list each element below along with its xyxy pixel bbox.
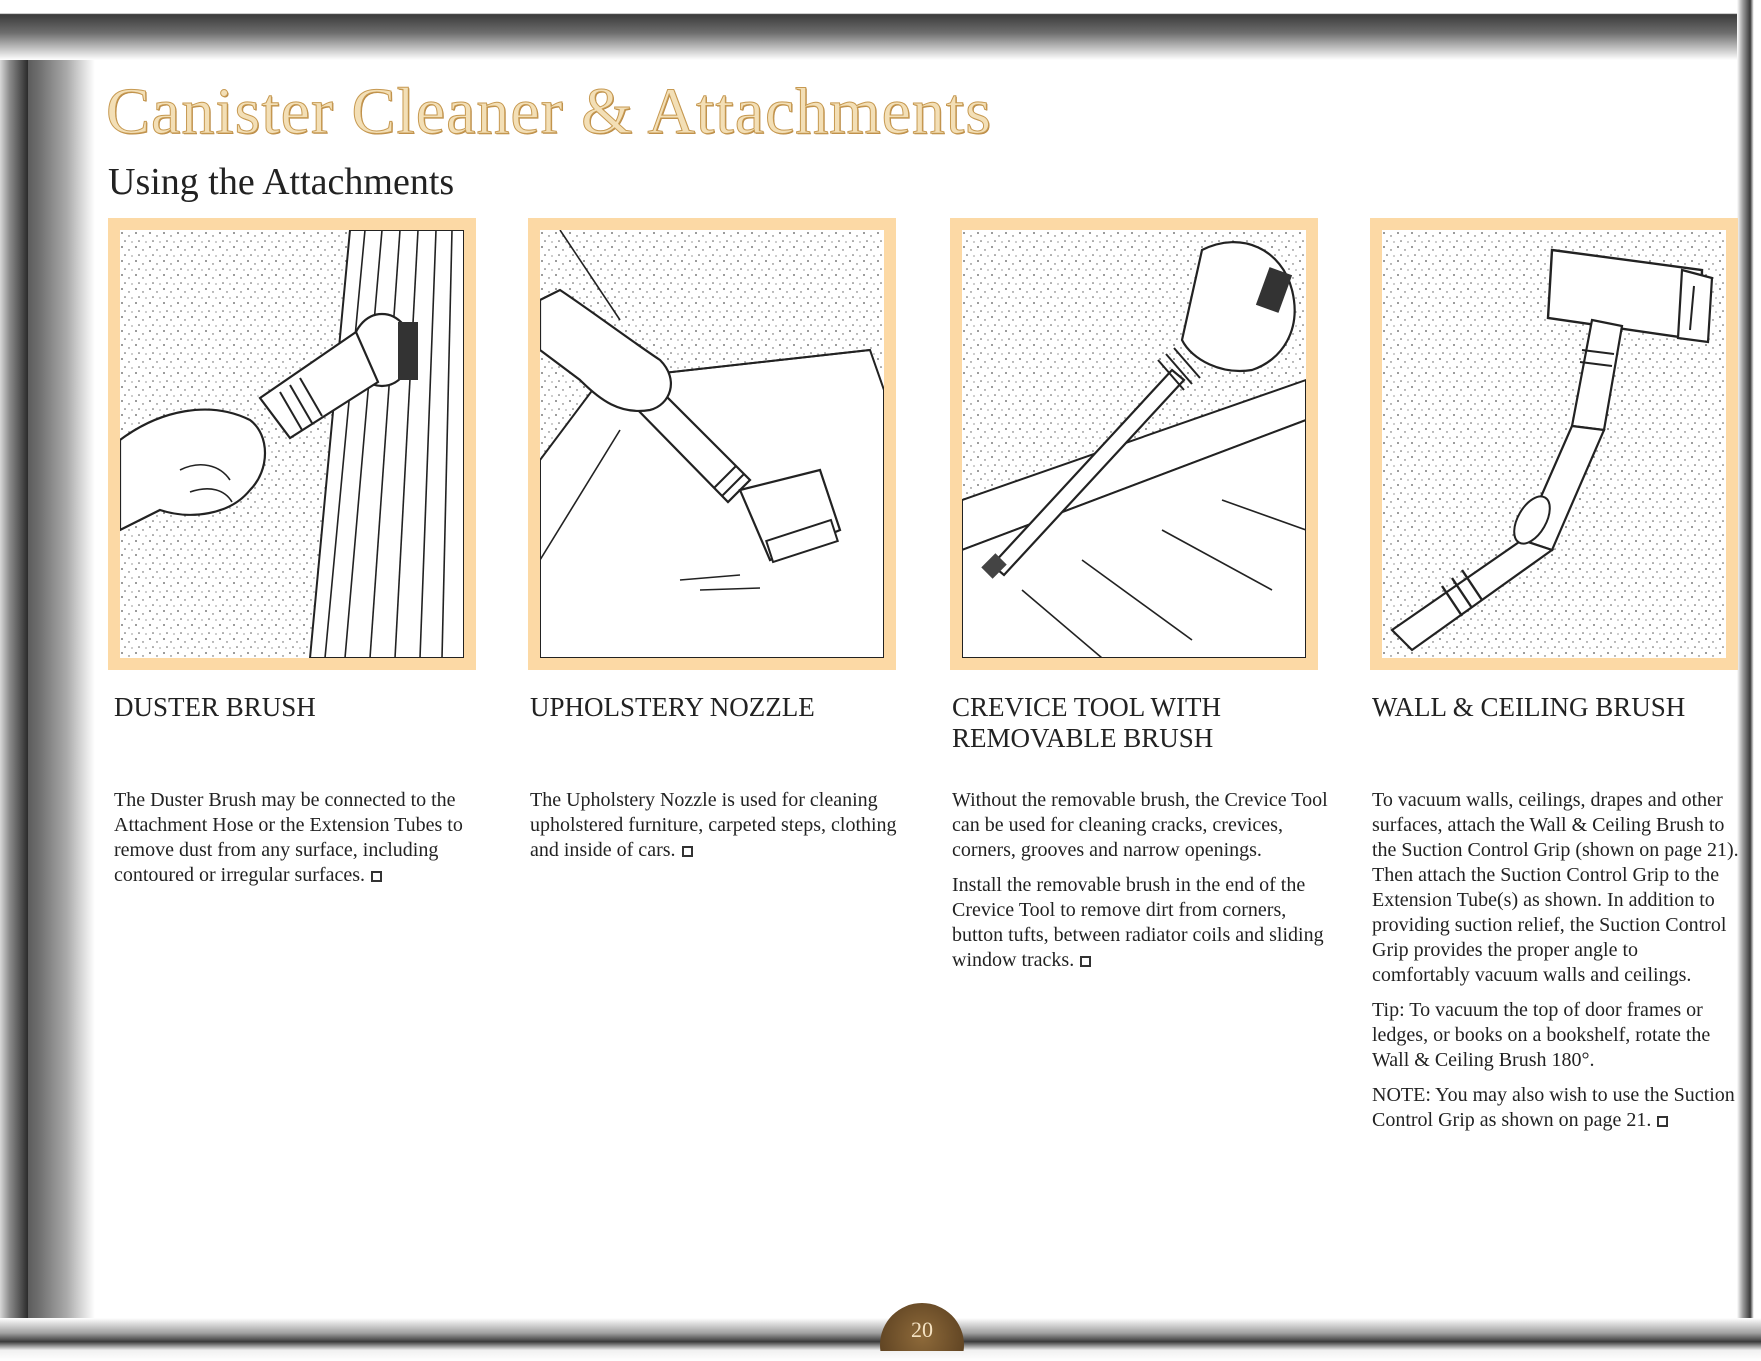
wall-ceiling-brush-tip: Tip: To vacuum the top of door frames or ledges, or books on a bookshelf, rotate the Wall & Ceiling Brush 180°. bbox=[1372, 999, 1711, 1071]
page-title: Canister Cleaner & Attachments bbox=[106, 75, 992, 148]
wall-ceiling-brush-description bbox=[1372, 788, 1740, 1143]
crevice-tool-heading: CREVICE TOOL WITH REMOVABLE BRUSH bbox=[952, 692, 1221, 753]
upholstery-nozzle-text: The Upholstery Nozzle is used for cleaning upholstered furniture, carpeted steps, clothing and inside of cars. bbox=[530, 789, 897, 861]
wall-ceiling-brush-paragraph: To vacuum walls, ceilings, drapes and other surfaces, attach the Wall & Ceiling Brush to the Suction Control Grip (shown on page 21). Then attach the Suction Control Grip to the Extension Tube(s) as shown. In addition to providing suction relief, the Suction Control Grip provides the proper angle to comfortably vacuum walls and ceilings. bbox=[1372, 789, 1739, 986]
duster-brush-text: The Duster Brush may be connected to the Attachment Hose or the Extension Tubes to remove dust from any surface, including contoured or irregular surfaces. bbox=[114, 789, 463, 886]
end-of-section-box-icon bbox=[371, 871, 382, 882]
crevice-tool-illustration bbox=[950, 218, 1318, 670]
duster-brush-drawing bbox=[120, 230, 464, 658]
end-of-section-box-icon bbox=[682, 846, 693, 857]
upholstery-nozzle-description bbox=[530, 788, 905, 873]
duster-brush-description bbox=[114, 788, 489, 898]
page-top-edge bbox=[0, 0, 1761, 60]
crevice-tool-brush-text: Install the removable brush in the end of the Crevice Tool to remove dirt from corners, button tufts, between radiator coils and sliding window tracks. bbox=[952, 874, 1324, 971]
page-number-tab bbox=[880, 1303, 964, 1351]
page-number: 20 bbox=[911, 1317, 933, 1342]
crevice-tool-paragraph: Without the removable brush, the Crevice Tool can be used for cleaning cracks, crevices, corners, grooves and narrow openings. bbox=[952, 789, 1328, 861]
end-of-section-box-icon bbox=[1657, 1116, 1668, 1127]
book-spine-edge bbox=[0, 0, 28, 1361]
end-of-section-box-icon bbox=[1080, 956, 1091, 967]
wall-ceiling-brush-illustration bbox=[1370, 218, 1738, 670]
wall-ceiling-brush-heading: WALL & CEILING BRUSH bbox=[1372, 692, 1686, 722]
wall-ceiling-brush-note: NOTE: You may also wish to use the Suction Control Grip as shown on page 21. bbox=[1372, 1084, 1735, 1131]
page-right-edge bbox=[1737, 0, 1761, 1361]
upholstery-nozzle-heading: UPHOLSTERY NOZZLE bbox=[530, 692, 815, 722]
crevice-tool-drawing bbox=[962, 230, 1306, 658]
duster-brush-illustration bbox=[108, 218, 476, 670]
upholstery-nozzle-illustration bbox=[528, 218, 896, 670]
wall-ceiling-brush-drawing bbox=[1382, 230, 1726, 658]
page-subtitle: Using the Attachments bbox=[108, 161, 455, 203]
duster-brush-heading: DUSTER BRUSH bbox=[114, 692, 316, 722]
crevice-tool-description bbox=[952, 788, 1332, 983]
upholstery-nozzle-drawing bbox=[540, 230, 884, 658]
